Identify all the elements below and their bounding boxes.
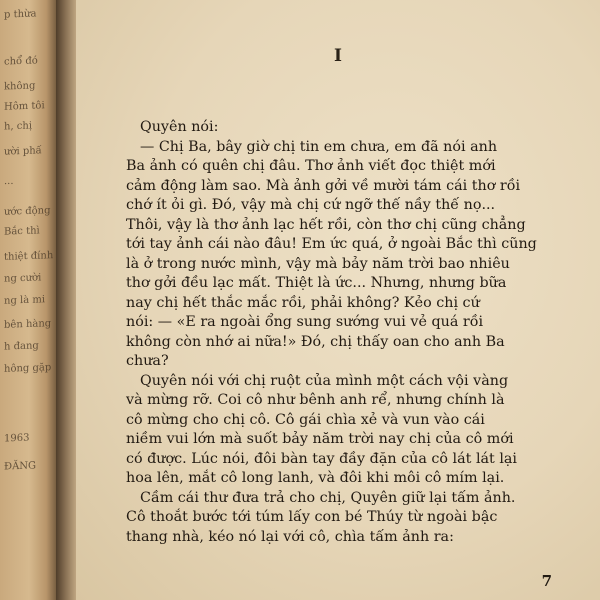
text-line: tới tay ảnh cái nào đâu! Em ức quá, ở ngoài Bắc thì cũng [126,236,537,252]
text-line: không còn nhớ ai nữa!» Đó, chị thấy oan cho anh Ba [126,333,505,350]
text-line: Cầm cái thư đưa trả cho chị, Quyên giữ lại tấm ảnh. [140,489,516,506]
left-page-fragment: p thừa [4,8,37,21]
left-page-fragment: 1963 [4,432,30,445]
book-gutter [56,0,78,600]
left-page-edge [0,0,58,600]
right-page [76,0,600,600]
left-page-fragment: bên hàng [4,318,52,331]
text-line: hoa lên, mắt cô long lanh, và đôi khi môi cô mím lại. [126,470,505,486]
text-line: nay chị hết thắc mắc rồi, phải không? Kẻo chị cứ [126,294,480,311]
text-line: nói: — «E ra ngoài ổng sung sướng vui vẻ quá rồi [126,314,484,330]
left-page-fragment: ... [4,175,14,188]
left-page-fragment: ười phấ [4,145,42,158]
left-page-fragment: hông gặp [4,362,52,375]
text-line: chớ ít ỏi gì. Đó, vậy mà chị cứ ngỡ thế nầy thế nọ... [126,197,496,213]
left-page-fragment: ng là mi [4,294,46,307]
text-line: cảm động làm sao. Mà ảnh gởi về mười tám cái thơ rồi [126,177,521,194]
text-line: chưa? [126,353,169,369]
left-page-fragment: không [4,80,36,93]
text-line: — Chị Ba, bây giờ chị tin em chưa, em đã nói anh [140,138,498,155]
text-line: có được. Lúc nói, đôi bàn tay đầy đặn của cô lát lát lại [126,450,517,467]
text-line: niềm vui lớn mà suốt bảy năm trời nay chị của cô mới [126,431,514,447]
chapter-heading: I [334,46,342,66]
left-page-fragment: thiệt đính [4,250,54,263]
text-line: Thôi, vậy là thơ ảnh lạc hết rồi, còn thơ chị cũng chẳng [126,216,526,233]
left-page-fragment: chổ đó [4,55,38,68]
left-page-fragment: ĐĂNG [4,460,37,473]
text-line: thang nhà, kéo nó lại với cô, chìa tấm ảnh ra: [126,528,454,545]
text-line: Quyên nói với chị ruột của mình một cách vội vàng [140,372,509,389]
text-line: Quyên nói: [140,119,219,135]
text-line: và mừng rỡ. Coi cô như bênh anh rể, nhưng chính là [126,392,505,408]
text-line: là ở trong nước mình, vậy mà bảy năm trời bao nhiêu [126,255,510,272]
left-page-fragment: ước động [4,205,51,218]
text-line: Cô thoắt bước tới túm lấy con bé Thúy từ ngoài bậc [126,509,498,525]
text-line: thơ gởi đều lạc mất. Thiệt là ức... Nhưng, nhưng bữa [126,275,507,291]
text-line: cô mừng cho chị cô. Cô gái chìa xẻ và vun vào cái [126,411,485,428]
left-page-fragment: Bắc thì [4,225,40,238]
left-page-fragment: ng cười [4,272,42,285]
text-line: Ba ảnh có quên chị đâu. Thơ ảnh viết đọc thiệt mới [126,158,496,174]
left-page-fragment: h, chị [4,120,33,133]
body-text [126,118,566,547]
left-page-fragment: h đang [4,340,39,353]
left-page-fragment: Hôm tôi [4,100,45,113]
page-number: 7 [541,572,552,590]
